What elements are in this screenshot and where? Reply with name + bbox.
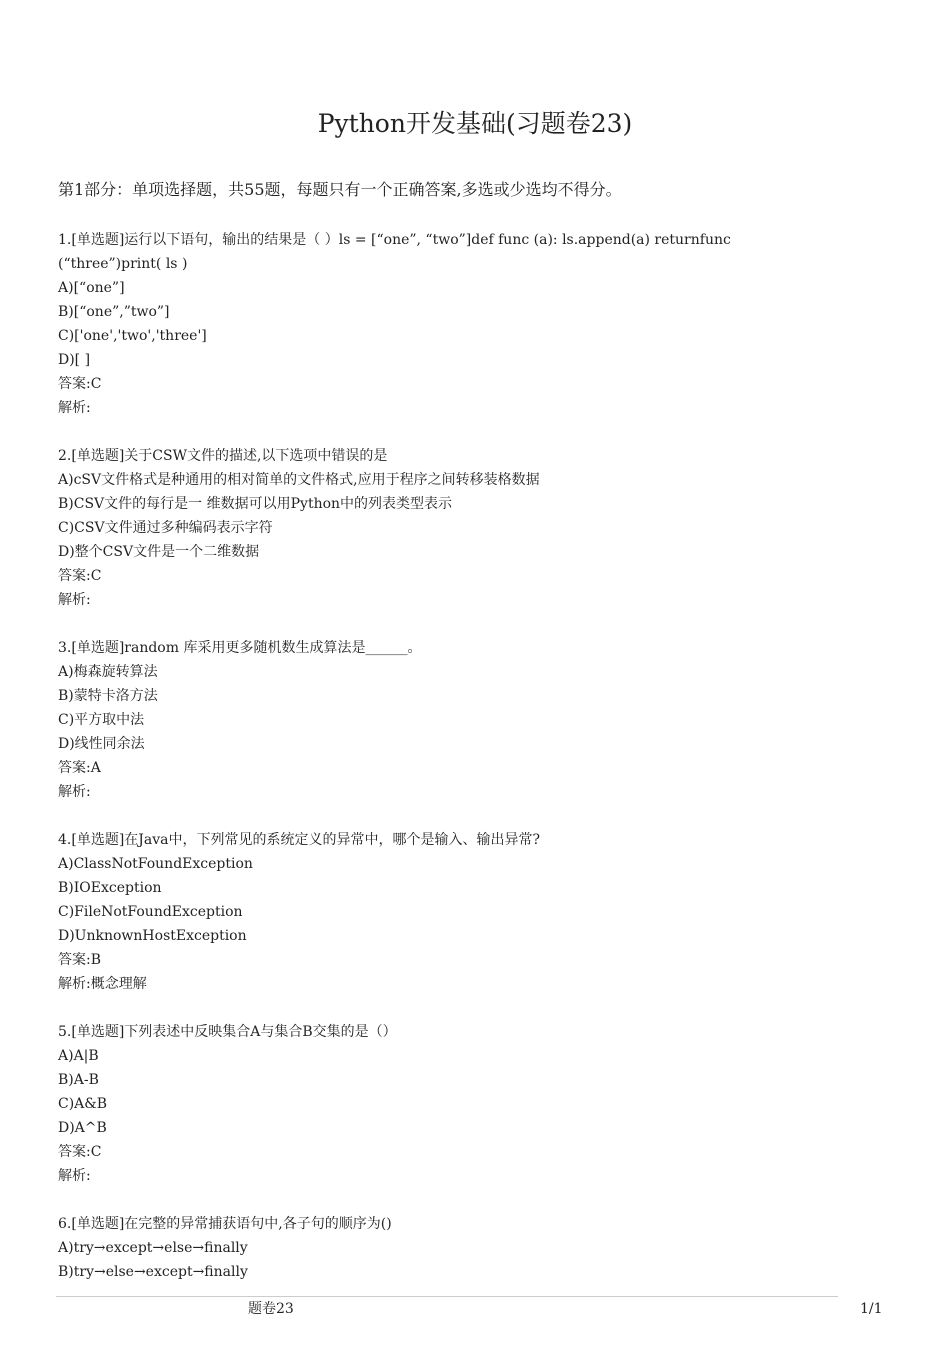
analysis-text: 解析:	[58, 592, 91, 608]
question-block	[58, 636, 870, 804]
question-list	[58, 228, 870, 1308]
answer-option: A)梅森旋转算法	[58, 664, 158, 680]
answer-option: D)整个CSV文件是一个二维数据	[58, 544, 260, 560]
page-title: Python开发基础(习题卷23)	[317, 109, 633, 138]
question-block	[58, 1212, 870, 1284]
answer-option: D)UnknownHostException	[58, 928, 247, 944]
answer-key: 答案:B	[58, 952, 102, 968]
question-block	[58, 1020, 870, 1188]
footer-title: 题卷23	[248, 1301, 294, 1317]
answer-option: C)CSV文件通过多种编码表示字符	[58, 520, 273, 536]
answer-option: D)线性同余法	[58, 736, 145, 752]
answer-option: B)CSV文件的每行是一 维数据可以用Python中的列表类型表示	[58, 496, 453, 512]
answer-key: 答案:A	[58, 760, 101, 776]
question-stem: 5.[单选题]下列表述中反映集合A与集合B交集的是（）	[58, 1024, 397, 1040]
answer-option: A)[“one”]	[58, 280, 125, 296]
answer-option: C)['one','two','three']	[58, 328, 207, 344]
analysis-text: 解析:概念理解	[58, 976, 147, 992]
answer-option: A)A|B	[58, 1048, 99, 1064]
question-stem: 2.[单选题]关于CSW文件的描述,以下选项中错误的是	[58, 448, 388, 464]
analysis-text: 解析:	[58, 400, 91, 416]
footer-divider	[56, 1296, 838, 1297]
answer-option: B)蒙特卡洛方法	[58, 688, 158, 704]
question-stem: 3.[单选题]random 库采用更多随机数生成算法是______。	[58, 640, 422, 656]
question-stem: 4.[单选题]在Java中，下列常见的系统定义的异常中，哪个是输入、输出异常?	[58, 832, 541, 848]
analysis-text: 解析:	[58, 1168, 91, 1184]
section-heading: 第1部分：单项选择题，共55题，每题只有一个正确答案,多选或少选均不得分。	[58, 180, 622, 199]
answer-option: B)A-B	[58, 1072, 99, 1088]
answer-key: 答案:C	[58, 376, 102, 392]
question-stem: (“three”)print( ls )	[58, 256, 188, 272]
answer-option: C)平方取中法	[58, 712, 145, 728]
question-stem: 1.[单选题]运行以下语句，输出的结果是（ ）ls = [“one”, “two”]def func (a): ls.append(a) returnfunc	[58, 232, 731, 248]
answer-option: D)A^B	[58, 1120, 107, 1136]
answer-option: B)IOException	[58, 880, 162, 896]
question-stem: 6.[单选题]在完整的异常捕获语句中,各子句的顺序为()	[58, 1216, 392, 1232]
answer-option: B)try→else→except→finally	[58, 1264, 248, 1280]
question-block	[58, 444, 870, 612]
analysis-text: 解析:	[58, 784, 91, 800]
question-block	[58, 828, 870, 996]
answer-option: C)FileNotFoundException	[58, 904, 243, 920]
answer-option: A)cSV文件格式是种通用的相对简单的文件格式,应用于程序之间转移装格数据	[58, 472, 540, 488]
answer-key: 答案:C	[58, 568, 102, 584]
answer-option: C)A&B	[58, 1096, 108, 1112]
answer-option: D)[ ]	[58, 352, 91, 368]
answer-option: B)[“one”,”two”]	[58, 304, 170, 320]
question-block	[58, 228, 870, 420]
answer-key: 答案:C	[58, 1144, 102, 1160]
page-number: 1/1	[860, 1301, 883, 1317]
answer-option: A)ClassNotFoundException	[58, 856, 253, 872]
answer-option: A)try→except→else→finally	[58, 1240, 248, 1256]
